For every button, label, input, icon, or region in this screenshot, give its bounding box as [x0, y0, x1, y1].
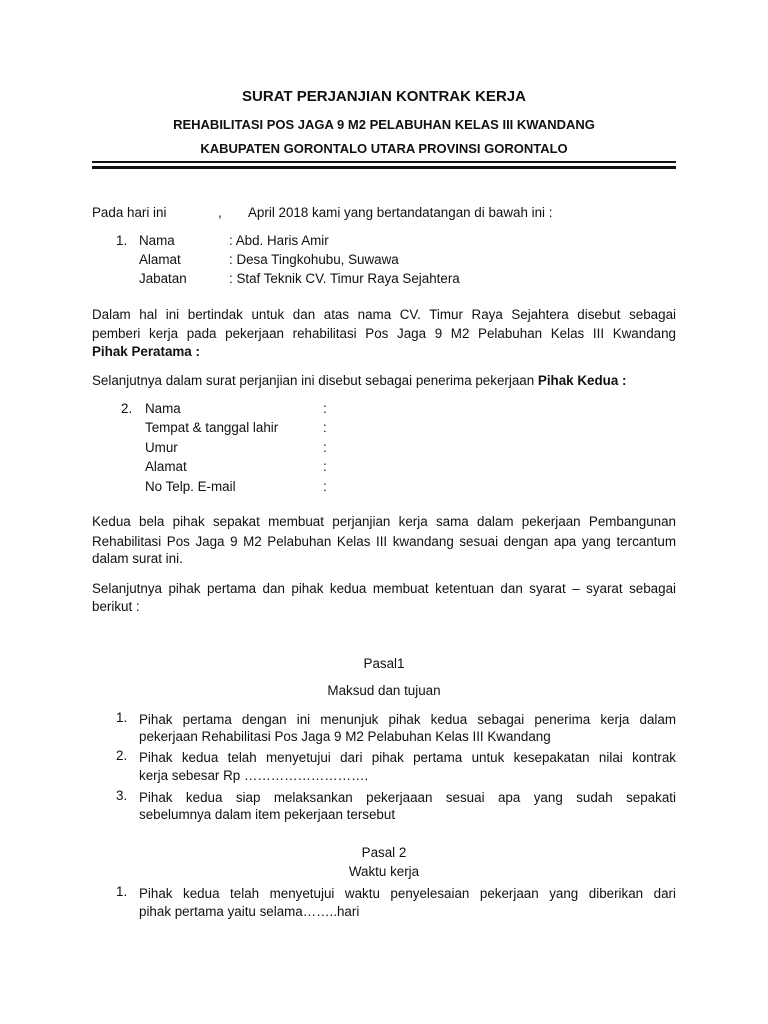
party-two-name-value: :	[323, 401, 327, 416]
party-two-contact-label: No Telp. E-mail	[145, 479, 236, 494]
pasal-2-item-1-line-2: pihak pertama yaitu selama……..hari	[139, 904, 360, 919]
party-one-address-value: : Desa Tingkohubu, Suwawa	[229, 252, 399, 267]
party-one-number: 1.	[116, 233, 128, 248]
pasal-1-title: Maksud dan tujuan	[327, 683, 441, 698]
party-two-age-label: Umur	[145, 440, 178, 455]
pasal-1-item-3-number: 3.	[116, 788, 128, 803]
pasal-1-item-2-number: 2.	[116, 748, 128, 763]
document-title: SURAT PERJANJIAN KONTRAK KERJA	[242, 88, 526, 105]
party-two-number: 2.	[121, 401, 133, 416]
pasal-1-item-1-line-2: pekerjaan Rehabilitasi Pos Jaga 9 M2 Pelabuhan Kelas III Kwandang	[139, 729, 551, 744]
intro-prefix: Pada hari ini	[92, 205, 167, 220]
party-one-role: Pihak Peratama :	[92, 344, 200, 359]
pasal-1-item-2-line-1: Pihak kedua telah menyetujui dari pihak pertama untuk kesepakatan nilai kontrak	[139, 750, 676, 765]
header-divider-top	[92, 161, 676, 163]
agreement-line-1: Kedua bela pihak sepakat membuat perjanjian kerja sama dalam pekerjaan Pembangunan	[92, 514, 676, 529]
document-subtitle-project: REHABILITASI POS JAGA 9 M2 PELABUHAN KELAS III KWANDANG	[173, 117, 595, 132]
pasal-1-item-1-line-1: Pihak pertama dengan ini menunjuk pihak kedua sebagai penerima kerja dalam	[139, 712, 676, 727]
party-one-desc-line-1: Dalam hal ini bertindak untuk dan atas nama CV. Timur Raya Sejahtera disebut sebagai	[92, 307, 676, 322]
intro-comma: ,	[218, 205, 222, 220]
party-two-age-value: :	[323, 440, 327, 455]
party-one-desc-line-2: pemberi kerja pada pekerjaan rehabilitasi Pos Jaga 9 M2 Pelabuhan Kelas III Kwandang	[92, 326, 676, 341]
terms-intro-line-1: Selanjutnya pihak pertama dan pihak kedua membuat ketentuan dan syarat – syarat sebagai	[92, 581, 676, 596]
party-one-name-value: : Abd. Haris Amir	[229, 233, 329, 248]
terms-intro-line-2: berikut :	[92, 599, 140, 614]
party-one-name-label: Nama	[139, 233, 175, 248]
party-one-position-value: : Staf Teknik CV. Timur Raya Sejahtera	[229, 271, 460, 286]
pasal-1-item-2-line-2: kerja sebesar Rp ……………………….	[139, 768, 369, 783]
party-two-contact-value: :	[323, 479, 327, 494]
document-subtitle-location: KABUPATEN GORONTALO UTARA PROVINSI GORONTALO	[200, 141, 568, 156]
agreement-line-2: Rehabilitasi Pos Jaga 9 M2 Pelabuhan Kelas III kwandang sesuai dengan apa yang tercantum	[92, 534, 676, 549]
pasal-2-title: Waktu kerja	[348, 864, 420, 879]
pasal-1-item-1-number: 1.	[116, 710, 128, 725]
party-two-intro: Selanjutnya dalam surat perjanjian ini disebut sebagai penerima pekerjaan Pihak Kedua :	[92, 373, 627, 388]
agreement-line-3: dalam surat ini.	[92, 551, 183, 566]
pasal-2-item-1-number: 1.	[116, 884, 128, 899]
party-two-birth-label: Tempat & tanggal lahir	[145, 420, 279, 435]
party-two-role: Pihak Kedua :	[537, 373, 627, 388]
intro-text: April 2018 kami yang bertandatangan di bawah ini :	[248, 205, 553, 220]
party-two-address-value: :	[323, 459, 327, 474]
pasal-2-item-1-line-1: Pihak kedua telah menyetujui waktu penyelesaian pekerjaan yang diberikan dari	[139, 886, 676, 901]
pasal-1-item-3-line-1: Pihak kedua siap melaksankan pekerjaaan sesuai apa yang sudah sepakati	[139, 790, 676, 805]
party-one-address-label: Alamat	[139, 252, 181, 267]
party-two-address-label: Alamat	[145, 459, 187, 474]
pasal-1-item-3-line-2: sebelumnya dalam item pekerjaan tersebut	[139, 807, 396, 822]
party-two-birth-value: :	[323, 420, 327, 435]
header-divider-bottom	[92, 166, 676, 169]
party-one-position-label: Jabatan	[139, 271, 187, 286]
pasal-2-heading: Pasal 2	[361, 845, 407, 860]
party-two-name-label: Nama	[145, 401, 181, 416]
pasal-1-heading: Pasal1	[363, 656, 405, 671]
